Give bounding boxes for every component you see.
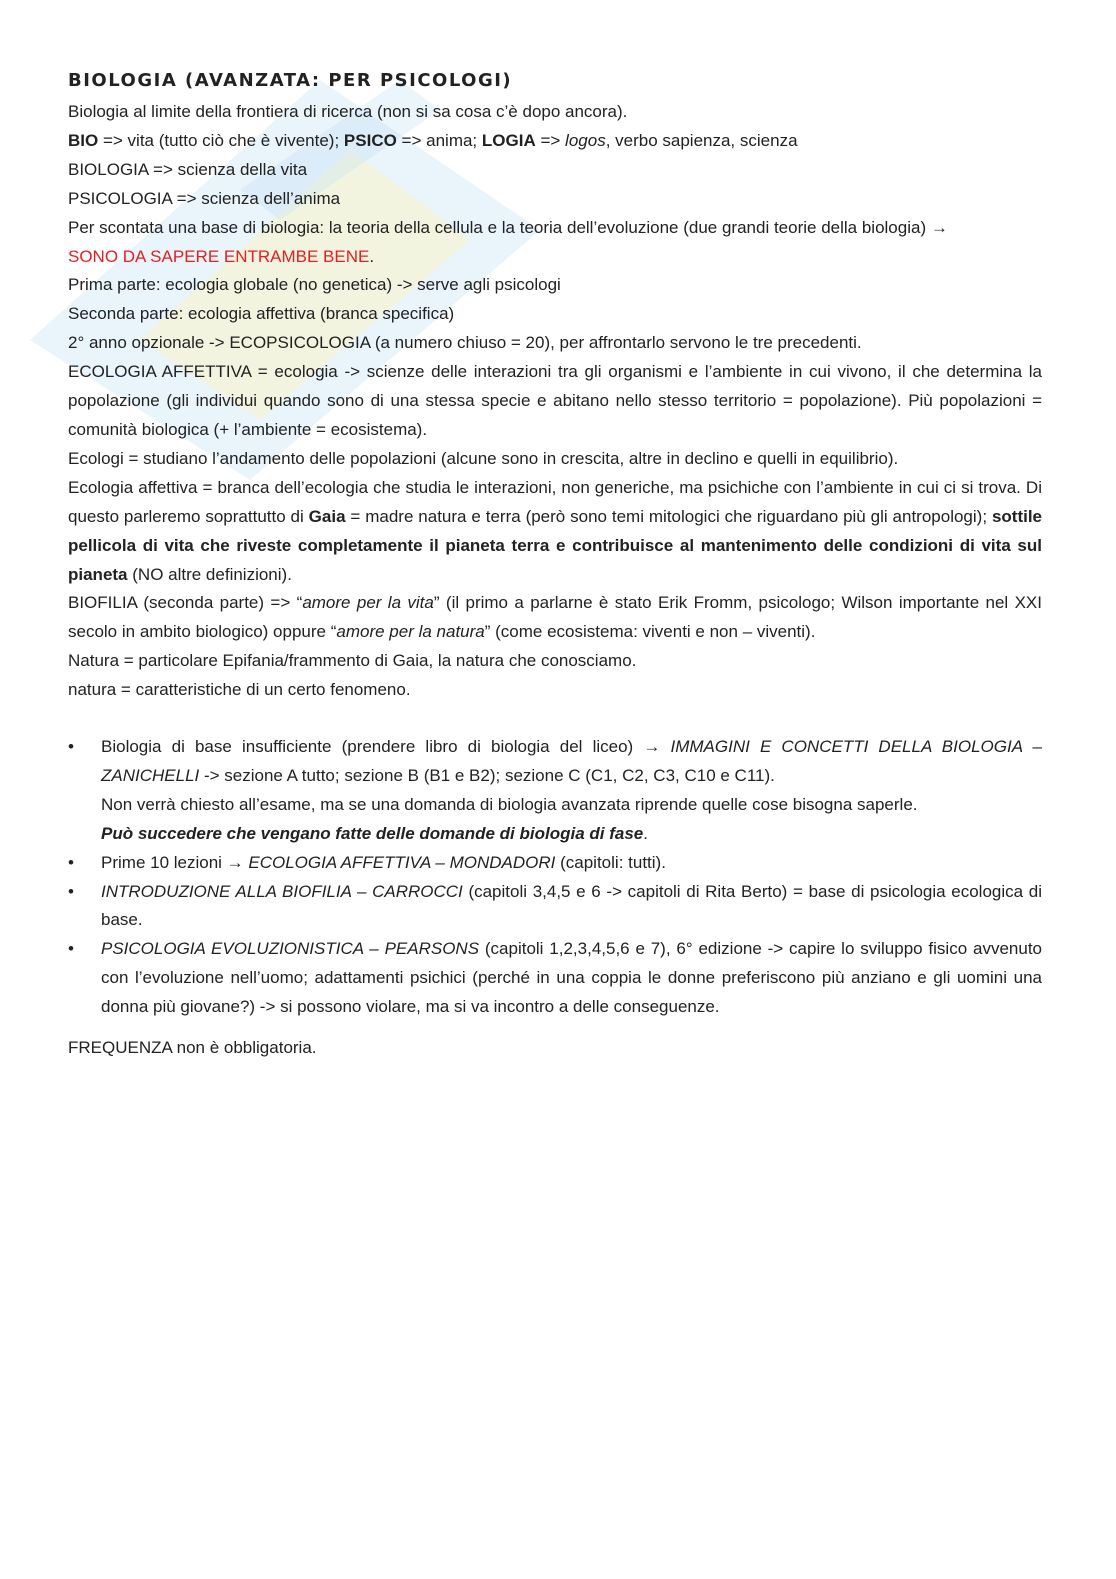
frequenza-note: FREQUENZA non è obbligatoria. xyxy=(68,1038,317,1058)
b3-text-b: (capitoli 3,4,5 e 6 -> capitoli di Rita Berto) = base di psicologia ecologica di base. xyxy=(101,881,1042,930)
list-item xyxy=(68,733,1042,849)
b1-end: . xyxy=(643,823,648,843)
logia-arrow: => xyxy=(535,130,566,150)
biofilia-text-b: ” (il primo a parlarne è stato Erik Fromm, psicologo; Wilson importante nel XXI secolo in ambito biologico) oppure “ xyxy=(68,593,1042,642)
secondo-anno: 2° anno opzionale -> ECOPSICOLOGIA (a numero chiuso = 20), per affrontarlo servono le tre precedenti. xyxy=(68,333,862,353)
bibliography-list xyxy=(68,733,1042,1022)
biologia-definition: BIOLOGIA => scienza della vita xyxy=(68,159,308,179)
b2-text-b: (capitoli: tutti). xyxy=(555,852,666,872)
gaia-text-a: Ecologia affettiva = branca dell’ecologia che studia le interazioni, non generiche, ma psichiche con l’ambiente in cui ci si trova. Di questo parleremo soprattutto di xyxy=(68,477,1042,526)
list-item xyxy=(68,849,1042,878)
biofilia-paragraph xyxy=(68,589,1042,647)
prerequisite-text: Per scontata una base di biologia: la teoria della cellula e la teoria dell’evoluzione (due grandi teorie della biologia) → xyxy=(68,217,948,237)
etymology-line xyxy=(68,127,1042,156)
b1-note: Può succedere che vengano fatte delle domande di biologia di fase xyxy=(101,823,644,843)
amore-vita: amore per la vita xyxy=(302,593,434,613)
list-item xyxy=(68,878,1042,936)
spacer xyxy=(68,705,1042,733)
page-title: BIOLOGIA (AVANZATA: PER PSICOLOGI) xyxy=(68,70,513,91)
gaia-text-c: (NO altre definizioni). xyxy=(127,564,292,584)
term-logos: logos xyxy=(565,130,606,150)
prerequisite-paragraph xyxy=(68,214,1042,272)
biofilia-text-c: ” (come ecosistema: viventi e non – viventi). xyxy=(484,622,816,642)
term-gaia: Gaia xyxy=(308,506,346,526)
seconda-parte: Seconda parte: ecologia affettiva (branca specifica) xyxy=(68,304,455,324)
term-psico: PSICO xyxy=(343,130,397,150)
list-item xyxy=(68,935,1042,1022)
ecologia-affettiva-paragraph: ECOLOGIA AFFETTIVA = ecologia -> scienze delle interazioni tra gli organismi e l’ambiente in cui vivono, il che determina la popolazione (gli individui quando sono di una stessa specie e abitano nello stesso territorio = popolazione). Più popolazioni = comunità biologica (+ l’ambiente = ecosistema). xyxy=(68,362,1042,439)
ecologi-paragraph: Ecologi = studiano l’andamento delle popolazioni (alcune sono in crescita, altre in declino e quelli in equilibrio). xyxy=(68,448,899,468)
gaia-paragraph xyxy=(68,474,1042,590)
prerequisite-end: . xyxy=(369,246,375,266)
b2-text-a: Prime 10 lezioni → xyxy=(101,852,249,872)
prima-parte: Prima parte: ecologia globale (no genetica) -> serve agli psicologi xyxy=(68,275,561,295)
natura-line-2: natura = caratteristiche di un certo fenomeno. xyxy=(68,680,411,700)
bio-definition: => vita (tutto ciò che è vivente); xyxy=(98,130,344,150)
term-bio: BIO xyxy=(68,130,99,150)
amore-natura: amore per la natura xyxy=(336,622,485,642)
document-body xyxy=(68,68,1042,1063)
b4-text-b: (capitoli 1,2,3,4,5,6 e 7), 6° edizione -> capire lo sviluppo fisico avvenuto con l’evoluzione nell’uomo; adattamenti psichici (perché in una coppia le donne preferiscono più anziano e gli uomini una donna più giovane?) -> si possono violare, ma si va incontro a delle conseguenze. xyxy=(101,939,1042,1017)
gaia-text-b: = madre natura e terra (però sono temi mitologici che riguardano più gli antropologi); xyxy=(345,506,992,526)
prerequisite-warning: SONO DA SAPERE ENTRAMBE BENE xyxy=(68,246,370,266)
b1-text-a: Biologia di base insufficiente (prendere libro di biologia del liceo) → xyxy=(101,737,671,757)
biofilia-text-a: BIOFILIA (seconda parte) => “ xyxy=(68,593,303,613)
b1-book: IMMAGINI E CONCETTI DELLA BIOLOGIA – ZANICHELLI xyxy=(101,737,1042,785)
logia-definition: , verbo sapienza, scienza xyxy=(605,130,798,150)
intro-line: Biologia al limite della frontiera di ricerca (non si sa cosa c’è dopo ancora). xyxy=(68,102,628,121)
psicologia-definition: PSICOLOGIA => scienza dell’anima xyxy=(68,188,341,208)
b1-text-b: -> sezione A tutto; sezione B (B1 e B2); sezione C (C1, C2, C3, C10 e C11). xyxy=(199,765,775,785)
b3-book: INTRODUZIONE ALLA BIOFILIA – CARROCCI xyxy=(101,881,463,901)
b4-book: PSICOLOGIA EVOLUZIONISTICA – PEARSONS xyxy=(101,939,480,959)
gaia-definition: sottile pellicola di vita che riveste completamente il pianeta terra e contribuisce al mantenimento delle condizioni di vita sul pianeta xyxy=(68,506,1042,584)
b1-text-c: Non verrà chiesto all’esame, ma se una domanda di biologia avanzata riprende quelle cose bisogna saperle. xyxy=(101,794,918,814)
term-logia: LOGIA xyxy=(481,130,536,150)
b2-book: ECOLOGIA AFFETTIVA – MONDADORI xyxy=(248,852,556,872)
natura-line-1: Natura = particolare Epifania/frammento di Gaia, la natura che conosciamo. xyxy=(68,651,637,671)
psico-definition: => anima; xyxy=(396,130,482,150)
